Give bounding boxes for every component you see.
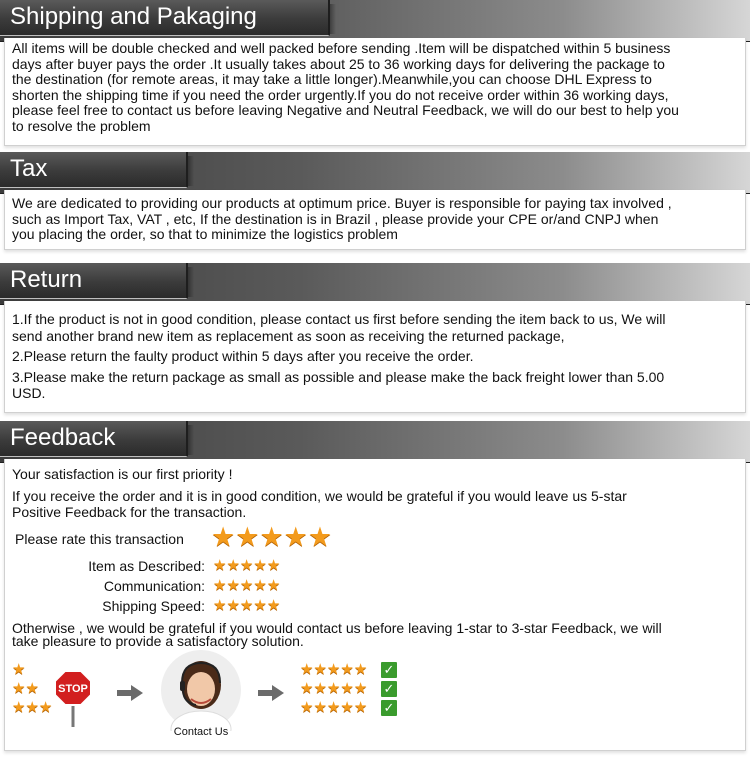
- star-icon: ★: [313, 680, 327, 697]
- feedback-otherwise-line: Otherwise , we would be grateful if you would contact us before leaving 1-star to 3-star Feedback, we will: [12, 620, 662, 636]
- star-icon[interactable]: ★: [283, 522, 308, 552]
- result-stars: [300, 701, 367, 715]
- star-icon[interactable]: ★: [213, 577, 227, 594]
- shipping-line: the destination (for remote areas, it may take a little longer).Meanwhile,you can choose DHL Express to: [12, 71, 652, 87]
- rating-stars-shipping[interactable]: [213, 599, 280, 613]
- return-item-3-line: USD.: [12, 385, 46, 401]
- star-icon: ★: [340, 680, 354, 697]
- tax-title: Tax: [0, 152, 188, 188]
- tax-text: [5, 190, 745, 243]
- shipping-body: [4, 38, 746, 146]
- star-icon: ★: [353, 699, 368, 716]
- star-icon: ★: [12, 661, 26, 678]
- star-icon[interactable]: ★: [253, 557, 267, 574]
- star-icon: ★: [25, 699, 39, 716]
- stop-sign-icon: [53, 669, 93, 729]
- checkmark-icon: ✓: [381, 662, 397, 678]
- shipping-line: to resolve the problem: [12, 117, 151, 134]
- star-icon: ★: [353, 661, 368, 678]
- shipping-title: Shipping and Pakaging: [0, 0, 330, 36]
- star-icon: ★: [12, 699, 26, 716]
- shipping-text: [5, 38, 745, 134]
- star-icon[interactable]: ★: [211, 522, 236, 552]
- star-icon: ★: [340, 699, 354, 716]
- rating-label-shipping: Shipping Speed:: [102, 598, 205, 614]
- feedback-positive-text: [12, 488, 627, 520]
- feedback-positive-line: If you receive the order and it is in good condition, we would be grateful if you would leave us 5-star: [12, 488, 627, 504]
- star-icon: ★: [326, 699, 341, 716]
- star-icon[interactable]: ★: [226, 577, 240, 594]
- star-icon: ★: [38, 699, 53, 716]
- feedback-otherwise-text: [12, 622, 662, 648]
- feedback-section: [0, 421, 750, 759]
- arrow-right-icon: [258, 685, 284, 701]
- tax-body: [4, 190, 746, 250]
- return-text: [5, 301, 745, 402]
- rate-label: Please rate this transaction: [15, 531, 184, 547]
- star-icon[interactable]: ★: [226, 557, 240, 574]
- feedback-satisfaction: Your satisfaction is our first priority !: [12, 466, 233, 482]
- feedback-header-bar: [0, 421, 750, 463]
- tax-line: We are dedicated to providing our products at optimum price. Buyer is responsible for paying tax involved ,: [12, 195, 672, 211]
- star-icon: ★: [326, 680, 341, 697]
- star-icon[interactable]: ★: [235, 522, 260, 552]
- feedback-positive-line: Positive Feedback for the transaction.: [12, 504, 247, 520]
- return-item-2: 2.Please return the faulty product within 5 days after you receive the order.: [12, 348, 474, 364]
- tax-section: [0, 152, 750, 252]
- result-stars: [300, 682, 367, 696]
- shipping-line: All items will be double checked and well packed before sending .Item will be dispatched within 5 business: [12, 40, 671, 56]
- star-icon[interactable]: ★: [253, 577, 267, 594]
- stop-label: STOP: [58, 683, 88, 695]
- star-icon[interactable]: ★: [226, 597, 240, 614]
- rating-label-communication: Communication:: [103, 578, 205, 594]
- return-item-3-line: 3.Please make the return package as small as possible and please make the back freight lower than 5.00: [12, 368, 665, 385]
- low-rating-stars-2: [12, 682, 39, 696]
- low-rating-stars-3: [12, 701, 52, 715]
- feedback-body: [4, 459, 746, 751]
- return-header-bar: [0, 263, 750, 305]
- shipping-section: [0, 0, 750, 150]
- tax-header-bar: [0, 152, 750, 194]
- shipping-header-bar: [0, 0, 750, 42]
- star-icon: ★: [12, 680, 26, 697]
- star-icon[interactable]: ★: [307, 522, 333, 552]
- shipping-line: days after buyer pays the order .It usually takes about 25 to 36 working days for delivering the package to: [12, 55, 665, 72]
- return-item-1: [12, 311, 739, 344]
- checkmark-icon: ✓: [381, 700, 397, 716]
- star-icon[interactable]: ★: [266, 577, 281, 594]
- return-item-1-line: 1.If the product is not in good condition, please contact us first before sending the item back to us, We will: [12, 311, 666, 327]
- star-icon[interactable]: ★: [239, 577, 254, 594]
- rating-stars-communication[interactable]: [213, 579, 280, 593]
- rating-label-item: Item as Described:: [88, 558, 205, 574]
- low-rating-stars-1: [12, 663, 25, 677]
- shipping-line: shorten the shipping time if you need the order urgently.If you do not receive order within 36 working days,: [12, 86, 669, 103]
- feedback-otherwise-line: take pleasure to provide a satisfactory solution.: [12, 633, 304, 649]
- tax-line: such as Import Tax, VAT , etc, If the destination is in Brazil , please provide your CPE or/and CNPJ when: [12, 210, 659, 227]
- checkmark-icon: ✓: [381, 681, 397, 697]
- star-icon[interactable]: ★: [259, 522, 284, 552]
- star-icon[interactable]: ★: [213, 557, 227, 574]
- star-icon: ★: [313, 661, 327, 678]
- star-icon[interactable]: ★: [253, 597, 267, 614]
- contact-avatar[interactable]: [160, 649, 242, 739]
- star-icon: ★: [300, 699, 314, 716]
- feedback-title: Feedback: [0, 421, 188, 457]
- star-icon: ★: [300, 661, 314, 678]
- rating-stars-item[interactable]: [213, 559, 280, 573]
- star-icon: ★: [300, 680, 314, 697]
- star-icon[interactable]: ★: [239, 597, 254, 614]
- star-icon: ★: [353, 680, 368, 697]
- star-icon[interactable]: ★: [239, 557, 254, 574]
- tax-line: you placing the order, so that to minimize the logistics problem: [12, 226, 398, 242]
- return-item-3: [12, 369, 739, 402]
- return-title: Return: [0, 263, 188, 299]
- star-icon: ★: [313, 699, 327, 716]
- result-stars: [300, 663, 367, 677]
- return-body: [4, 301, 746, 413]
- contact-label[interactable]: Contact Us: [173, 726, 229, 738]
- return-item-1-line: send another brand new item as replacement as soon as receiving the returned package,: [12, 327, 565, 344]
- star-icon: ★: [326, 661, 341, 678]
- star-icon: ★: [25, 680, 39, 697]
- star-icon[interactable]: ★: [266, 557, 281, 574]
- star-icon[interactable]: ★: [213, 597, 227, 614]
- shipping-line: please feel free to contact us before leaving Negative and Neutral Feedback, we will do our best to help you: [12, 102, 679, 118]
- star-icon[interactable]: ★: [266, 597, 281, 614]
- return-section: [0, 263, 750, 413]
- arrow-right-icon: [117, 685, 143, 701]
- support-agent-icon: [160, 649, 242, 731]
- star-icon: ★: [340, 661, 354, 678]
- rate-stars[interactable]: [211, 522, 333, 552]
